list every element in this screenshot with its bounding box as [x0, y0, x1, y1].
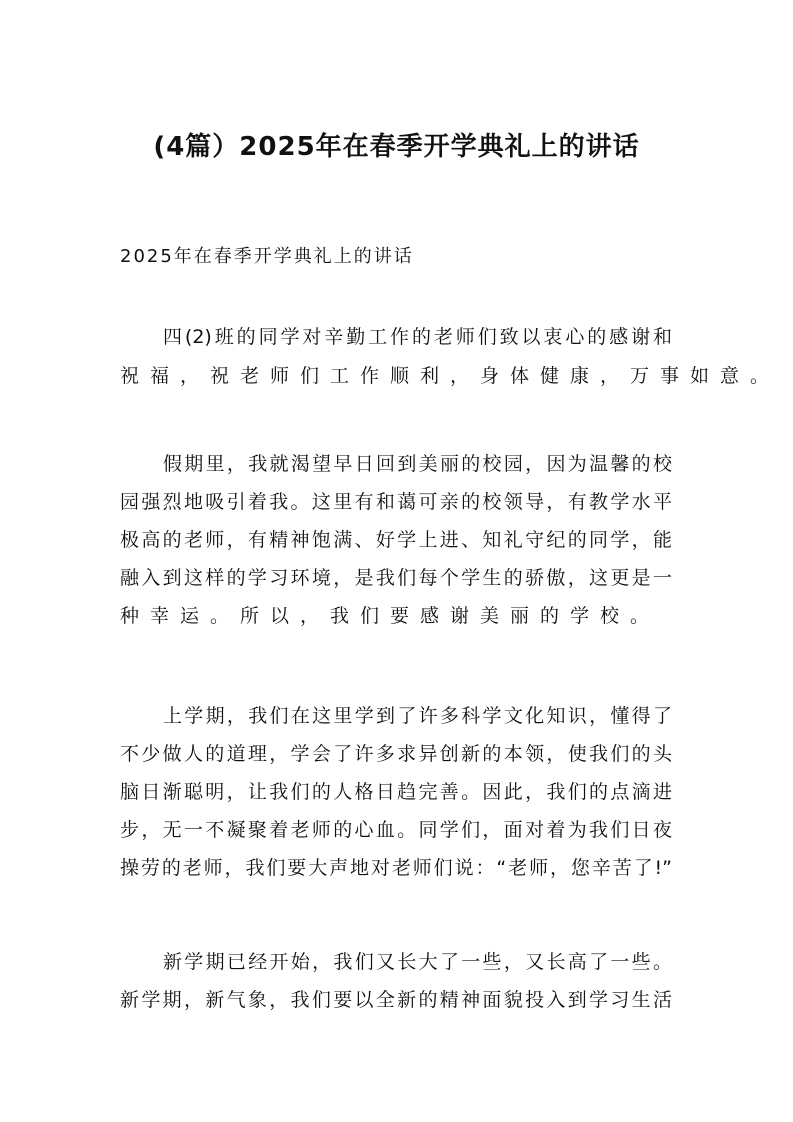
paragraph-1-line-2: 祝福，祝老师们工作顺利，身体健康，万事如意。	[120, 365, 781, 387]
paragraph-2-line-1: 假期里，我就渴望早日回到美丽的校园，因为温馨的校	[163, 453, 672, 475]
paragraph-3-line-5: 操劳的老师，我们要大声地对老师们说：“老师，您辛苦了!”	[120, 857, 672, 879]
paragraph-2-line-5: 种幸运。所以，我们要感谢美丽的学校。	[120, 605, 661, 627]
paragraph-4-line-2: 新学期，新气象，我们要以全新的精神面貌投入到学习生活	[120, 989, 672, 1011]
paragraph-1-line-1: 四(2)班的同学对辛勤工作的老师们致以衷心的感谢和	[163, 326, 672, 348]
paragraph-4-line-1: 新学期已经开始，我们又长大了一些，又长高了一些。	[163, 951, 672, 973]
paragraph-3-line-4: 步，无一不凝聚着老师的心血。同学们，面对着为我们日夜	[120, 819, 672, 841]
paragraph-2-line-3: 极高的老师，有精神饱满、好学上进、知礼守纪的同学，能	[120, 529, 672, 551]
document-title: (4篇）2025年在春季开学典礼上的讲话	[153, 132, 640, 162]
paragraph-3-line-3: 脑日渐聪明，让我们的人格日趋完善。因此，我们的点滴进	[120, 781, 672, 803]
speech-subtitle: 2025年在春季开学典礼上的讲话	[120, 246, 414, 267]
paragraph-3-line-2: 不少做人的道理，学会了许多求异创新的本领，使我们的头	[120, 743, 672, 765]
paragraph-2-line-2: 园强烈地吸引着我。这里有和蔼可亲的校领导，有教学水平	[120, 491, 672, 513]
paragraph-2-line-4: 融入到这样的学习环境，是我们每个学生的骄傲，这更是一	[120, 567, 672, 589]
paragraph-3-line-1: 上学期，我们在这里学到了许多科学文化知识，懂得了	[163, 705, 672, 727]
